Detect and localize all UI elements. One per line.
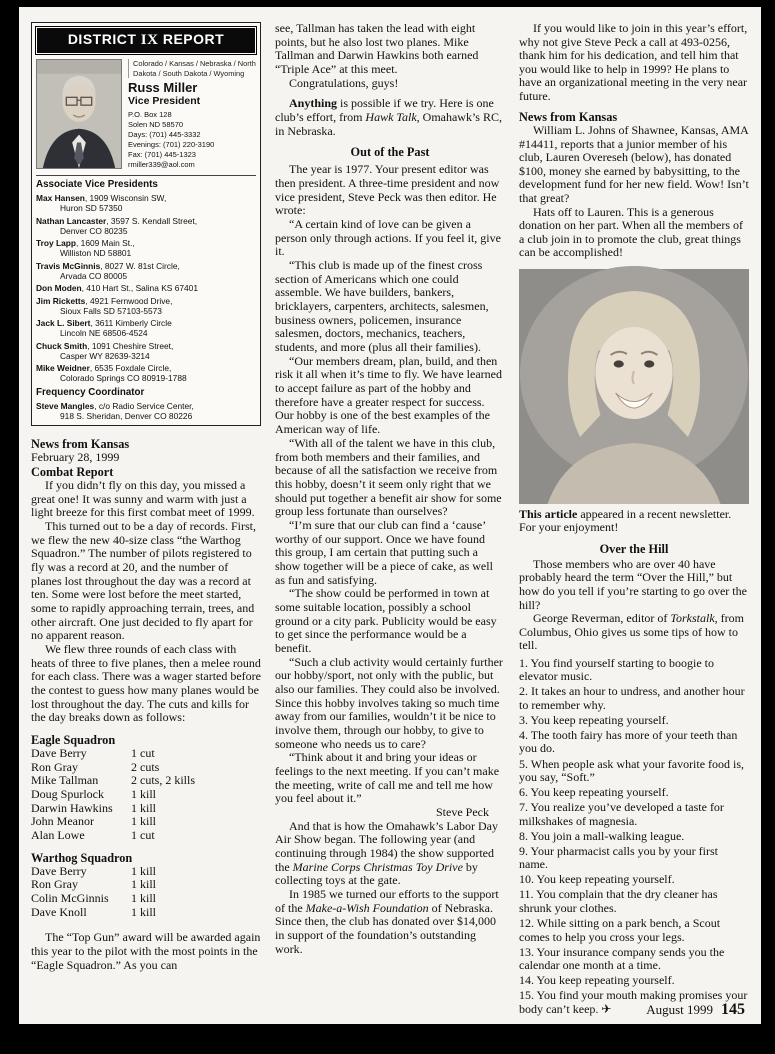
toy-drive-italic: Marine Corps Christmas Toy Drive (292, 859, 463, 874)
paragraph (275, 888, 505, 956)
footer-page-number: 145 (721, 1001, 745, 1018)
avp-name: Troy Lapp (36, 238, 77, 249)
contact-line: Fax: (701) 445-1323 (128, 149, 196, 159)
avp-entry (36, 296, 256, 316)
avp-address-2: Williston ND 58801 (60, 248, 132, 259)
pilot-name: Mike Tallman (31, 773, 99, 788)
avp-entry (36, 318, 256, 338)
paragraph: If you would like to join in this year’s effort, why not give Steve Peck a call at 493-0256, thank him for his dedication, and tell him that you would like to help in 1999? He plans to have an organizational meeting in the very near future. (519, 21, 748, 103)
banner-word-district: DISTRICT (67, 31, 137, 47)
avp-name: Don Moden (36, 283, 82, 294)
page-surface (19, 7, 761, 1024)
quote-paragraph: “This club is made up of the finest cross section of Americans which one could assemble. We have builders, bankers, bricklayers, carpenters, architects, salesmen, business owners, policemen, insurance salesmen, doctors, mechanics, teachers, students, and more (plus all their families). (275, 258, 489, 355)
list-item: 11. You complain that the dry cleaner has shrunk your clothes. (519, 887, 718, 915)
list-item: 15. You find your mouth making promises your body can’t keep. ✈ (519, 988, 748, 1016)
paragraph-text: , from Columbus, Ohio gives us some tips of how to tell. (519, 611, 744, 653)
middle-column (275, 22, 505, 993)
district-report-banner (37, 28, 255, 53)
quote-paragraph: “With all of the talent we have in this club, from both members and their families, and because of all the satisfaction we receive from this hobby, doesn’t it seem only right that we should put together a benefit air show for some group less fortunate than ourselves? (275, 435, 502, 519)
freq-address-2: 918 S. Sheridan, Denver CO 80226 (60, 411, 193, 422)
paragraph: If you didn’t fly on this day, you missed a great one! It was sunny and warm with just a light breeze for this first combat meet of 1999. (31, 477, 255, 520)
contact-line: Evenings: (701) 220-3190 (128, 139, 215, 149)
hawk-talk-italic: Hawk Talk (365, 110, 417, 125)
pilot-result: 1 cut (131, 828, 155, 843)
footer-date: August 1999 (646, 1002, 713, 1017)
avp-address-2: Arvada CO 80005 (60, 270, 128, 281)
pilot-name: Dave Knoll (31, 904, 87, 919)
paragraph-text: And that is how the Omahawk’s Labor Day Air Show began. The following year (and continuing through 1984) the show supported the (275, 818, 498, 874)
photo-caption (519, 508, 749, 535)
eagle-squadron-heading: Eagle Squadron (31, 732, 116, 747)
pilot-result: 1 kill (131, 891, 157, 906)
frequency-coordinator-entry (36, 401, 256, 421)
pilot-result: 1 kill (131, 814, 157, 829)
caption-text: appeared in a recent newsletter. For your enjoyment! (519, 506, 732, 535)
paragraph (519, 612, 749, 653)
list-item: 10. You keep repeating yourself. (519, 872, 675, 887)
pilot-name: John Meanor (31, 814, 94, 829)
vp-details (128, 59, 256, 169)
list-item: 8. You join a mall-walking league. (519, 828, 685, 843)
avp-address-2: Sioux Falls SD 57103-5573 (60, 305, 162, 316)
banner-word-ix: IX (140, 32, 159, 48)
pilot-result: 1 kill (131, 863, 157, 878)
report-date: February 28, 1999 (31, 450, 120, 465)
pilot-result: 1 cut (131, 745, 155, 760)
paragraph (275, 820, 505, 888)
signature: Steve Peck (436, 804, 489, 819)
paragraph: The “Top Gun” award will be awarded again this year to the pilot with the most points in the “Eagle Squadron.” As you can (31, 930, 261, 972)
pilot-result: 1 kill (131, 800, 157, 815)
avp-name: Nathan Lancaster (36, 215, 107, 226)
contact-line: Solen ND 58570 (128, 120, 184, 130)
pilot-name: Doug Spurlock (31, 787, 104, 801)
officer-info-box (31, 22, 261, 426)
paragraph-text: George Reverman, editor of (533, 611, 671, 626)
quote-paragraph: “I’m sure that our club can find a ‘cause’ worthy of our support. Once we have found this group, I am certain that putting such a show together will be a piece of cake, as well as fun and satisfying. (275, 517, 493, 587)
avp-address: , 8027 W. 81st Circle, (100, 260, 180, 271)
pilot-name: Ron Gray (31, 759, 78, 774)
avp-address: , 410 Hart St., Salina KS 67401 (81, 283, 198, 294)
list-item: 2. It takes an hour to undress, and another hour to remember why. (519, 684, 745, 712)
pilot-name: Dave Berry (31, 745, 87, 760)
avp-address: , 1909 Wisconsin SW, (84, 193, 167, 204)
quote-paragraph: “Such a club activity would certainly further our hobby/sport, not only with the public, but also our families. They could also be involved. Since this hobby involves taking so much time away from our families, wouldn’t it be nice to involve them, through our hobby, to give to someone who needs us to care? (275, 654, 503, 751)
news-from-kansas-heading-left: News from Kansas (31, 437, 130, 452)
avp-name: Max Hansen (36, 193, 85, 204)
anything-bold: Anything (289, 96, 338, 111)
squadron-result-row (31, 865, 261, 879)
list-item: 1. You find yourself starting to boogie to elevator music. (519, 655, 714, 684)
list-item: 9. Your pharmacist calls you by your first name. (519, 843, 718, 872)
list-item: 13. Your insurance company sends you the calendar one month at a time. (519, 944, 725, 973)
warthog-squadron-results (31, 865, 261, 920)
paragraph: This turned out to be a day of records. First, we flew the new 40-size class “the Warthog Squadron.” The number of pilots registered to fly was a record at 20, and the number of planes lost throughout the day was a record at ten. Some were lost before the meet started, some to rapidly approaching terrain, trees, and other aircraft. One just decided to fly apart for no apparent reason. (31, 518, 256, 643)
list-item: 4. The tooth fairy has more of your teeth than you do. (519, 727, 738, 756)
avp-entry (36, 261, 256, 281)
avp-entry (36, 216, 256, 236)
avp-name: Chuck Smith (36, 340, 88, 351)
warthog-squadron-heading: Warthog Squadron (31, 850, 133, 865)
avp-name: Travis McGinnis (36, 260, 101, 271)
list-item: 7. You realize you’ve developed a taste for milkshakes of magnesia. (519, 800, 724, 828)
squadron-result-row (31, 815, 261, 829)
lauren-portrait-graphic (519, 269, 749, 504)
pilot-result: 1 kill (131, 877, 157, 892)
avp-address-2: Casper WY 82639-3214 (60, 350, 150, 361)
pilot-result: 2 cuts (131, 759, 160, 774)
vp-contact-lines (128, 110, 256, 169)
paragraph: Congratulations, guys! (289, 75, 399, 90)
paragraph: William L. Johns of Shawnee, Kansas, AMA #14411, reports that a junior member of his club, Lauren Overeseh (below), has donated $100, money she earned by babysitting, to the development fund for her new field. Wow! Isn’t that great? (519, 123, 749, 206)
freq-address: , c/o Radio Service Center, (94, 401, 194, 412)
pilot-result: 1 kill (131, 787, 157, 801)
avp-address-2: Colorado Springs CO 80919-1788 (60, 373, 187, 384)
avp-address-2: Lincoln NE 68506-4524 (60, 328, 148, 339)
paragraph: Hats off to Lauren. This is a generous donation on her part. When all the members of a club join in to promote the club, great things can be accomplished! (519, 204, 744, 260)
avp-address: , 1609 Main St., (76, 238, 135, 249)
paragraph: see, Tallman has taken the lead with eight points, but he also lost two planes. Mike Tallman and Darwin Hawkins both earned “Triple Ace” at this meet. (275, 21, 479, 77)
pilot-name: Alan Lowe (31, 828, 85, 843)
caption-bold: This article (519, 506, 578, 521)
over-the-hill-heading: Over the Hill (599, 541, 669, 556)
russ-miller-portrait-graphic (37, 60, 121, 168)
pilot-name: Ron Gray (31, 877, 78, 892)
page-footer (646, 1001, 745, 1019)
avp-address: , 3611 Kimberly Circle (90, 318, 172, 329)
squadron-result-row (31, 788, 261, 802)
pilot-name: Darwin Hawkins (31, 800, 113, 815)
avp-address: , 4921 Fernwood Drive, (85, 295, 173, 306)
avp-name: Jim Ricketts (36, 295, 86, 306)
news-from-kansas-heading-right: News from Kansas (519, 110, 618, 125)
pilot-result: 1 kill (131, 904, 157, 919)
out-of-the-past-heading: Out of the Past (350, 145, 430, 160)
contact-line: Days: (701) 445-3332 (128, 129, 201, 139)
avp-entry (36, 341, 256, 361)
quote-paragraph: “Our members dream, plan, build, and then risk it all when it’s time to fly. We have learned to accept failure as part of the hobby and therefore have a greater respect for success. Our hobby is one of the best examples of the American way of life. (275, 353, 502, 437)
avp-entry (36, 363, 256, 383)
over-the-hill-list (519, 657, 749, 1017)
eagle-squadron-results (31, 747, 261, 843)
combat-report-heading: Combat Report (31, 464, 114, 479)
district-states: Colorado / Kansas / Nebraska / North Dakota / South Dakota / Wyoming (128, 59, 256, 78)
vp-title: Vice President (128, 95, 201, 108)
avp-address: , 6535 Foxdale Circle, (89, 363, 172, 374)
paragraph-text: , Omahawk’s RC, in Nebraska. (275, 110, 502, 138)
squadron-result-row (31, 774, 261, 788)
squadron-result-row (31, 829, 261, 843)
avp-name: Mike Weidner (36, 363, 90, 374)
paragraph: We flew three rounds of each class with heats of three to five planes, then a melee round for each class. There was a wager started before the contest to guess how many planes would be lost throughout the day. The cuts and kills for the day breaks down as follows: (31, 641, 261, 725)
quote-paragraph: “The show could be performed in town at some suitable location, possibly a school ground or a city park. Publicity would be easy to get since the performance would be a benefit. (275, 586, 497, 655)
banner-word-report: REPORT (162, 31, 225, 47)
freq-name: Steve Mangles (36, 401, 95, 412)
list-item: 12. While sitting on a park bench, a Scout comes to help you cross your legs. (519, 916, 721, 944)
vp-profile (36, 59, 256, 169)
list-item: 6. You keep repeating yourself. (519, 785, 669, 800)
squadron-result-row (31, 761, 261, 775)
avp-address: , 3597 S. Kendall Street, (106, 215, 198, 226)
pilot-name: Dave Berry (31, 863, 87, 878)
vp-name: Russ Miller (128, 80, 198, 96)
pilot-name: Colin McGinnis (31, 891, 109, 906)
russ-miller-photo (36, 59, 122, 169)
list-item: 5. When people ask what your favorite food is, you say, “Soft.” (519, 756, 745, 785)
avp-entry (36, 238, 256, 258)
lauren-photo (519, 269, 749, 504)
make-a-wish-italic: Make-a-Wish Foundation (305, 900, 429, 915)
pilot-result: 2 cuts, 2 kills (131, 773, 196, 788)
paragraph-text: by collecting toys at the gate. (275, 859, 478, 888)
avp-address-2: Denver CO 80235 (60, 225, 128, 236)
avp-heading: Associate Vice Presidents (36, 175, 256, 190)
squadron-result-row (31, 892, 261, 906)
avp-address: , 1091 Cheshire Street, (87, 340, 174, 351)
left-column (31, 22, 261, 993)
contact-line: rmiller339@aol.com (128, 159, 195, 169)
quote-paragraph: “A certain kind of love can be given a person only through actions. If you feel it, give it. (275, 217, 501, 259)
quote-paragraph: “Think about it and bring your ideas or feelings to the next meeting. If you can’t make the meeting, write of call me and tell me how you feel about it.” (275, 750, 500, 806)
avp-name: Jack L. Sibert (36, 318, 91, 329)
paragraph-text: In 1985 we turned our efforts to the support of the (275, 887, 499, 915)
frequency-coordinator-heading: Frequency Coordinator (36, 387, 145, 399)
contact-line: P.O. Box 128 (128, 110, 172, 120)
avp-entry (36, 193, 256, 213)
avp-address-2: Huron SD 57350 (60, 203, 123, 214)
paragraph: The year is 1977. Your present editor was then president. A three-time president and now vice president, Steve Peck was then editor. He wrote: (275, 162, 500, 218)
paragraph: Those members who are over 40 have probably heard the term “Over the Hill,” but how do you tell if you’re starting to go over the hill? (519, 556, 747, 612)
torkstalk-italic: Torkstalk (670, 611, 715, 626)
paragraph-text: is possible if we try. Here is one club’s effort, from (275, 96, 494, 125)
paragraph (275, 97, 505, 138)
avp-list (36, 193, 256, 383)
squadron-result-row (31, 906, 261, 920)
squadron-result-row (31, 747, 261, 761)
squadron-result-row (31, 878, 261, 892)
list-item: 3. You keep repeating yourself. (519, 712, 669, 727)
squadron-result-row (31, 802, 261, 816)
avp-entry (36, 283, 256, 293)
paragraph-text: of Nebraska. Since then, the club has donated over $14,000 in support of the foundation’s outstanding work. (275, 900, 496, 956)
list-item: 14. You keep repeating yourself. (519, 973, 675, 988)
